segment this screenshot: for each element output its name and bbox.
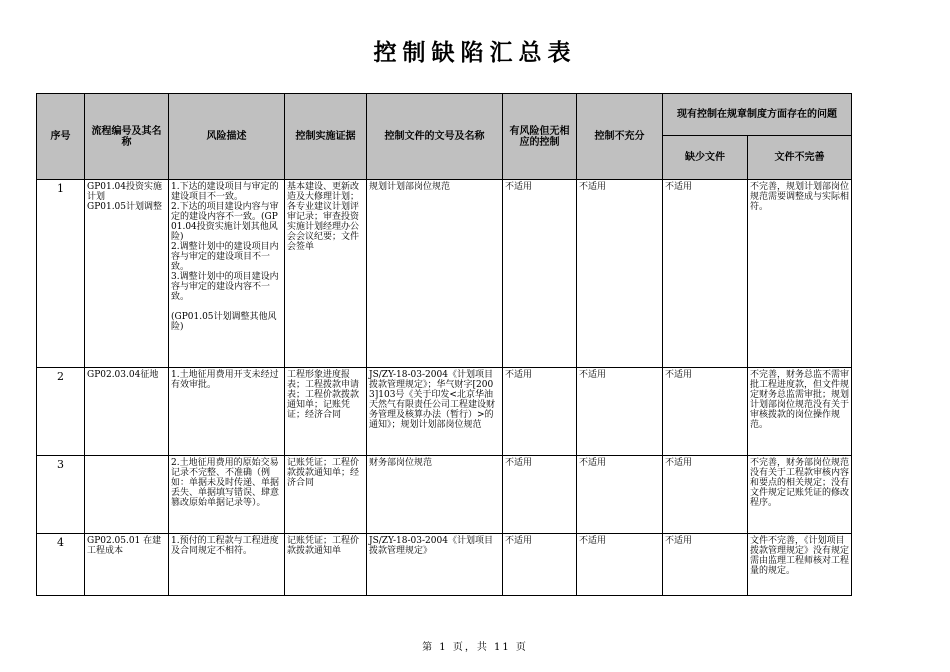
header-evidence: 控制实施证据	[285, 94, 367, 180]
header-row-1	[37, 94, 852, 136]
control-defect-table	[36, 93, 852, 596]
cell-missing-doc: 不适用	[663, 368, 748, 456]
cell-process	[85, 456, 169, 534]
cell-missing-doc: 不适用	[663, 180, 748, 368]
cell-insufficient: 不适用	[577, 368, 663, 456]
cell-insufficient: 不适用	[577, 534, 663, 596]
cell-risk-no-control: 不适用	[503, 456, 577, 534]
cell-incomplete-doc: 不完善，财务总监不需审批工程进度款，但文件规定财务总监需审批；规划计划部岗位规范没有关于审核拨款的岗位操作规范。	[748, 368, 852, 456]
header-docs: 控制文件的文号及名称	[367, 94, 503, 180]
cell-process: GP02.03.04征地	[85, 368, 169, 456]
cell-missing-doc: 不适用	[663, 456, 748, 534]
header-group: 现有控制在规章制度方面存在的问题	[663, 94, 852, 136]
page-footer: 第 1 页，共 11 页	[422, 642, 528, 653]
cell-docs: JS/ZY-18-03-2004《计划项目拨款管理规定》	[367, 534, 503, 596]
cell-insufficient: 不适用	[577, 180, 663, 368]
cell-risk: 1.下达的建设项目与审定的建设项目不一致。 2.下达的项目建设内容与审定的建设内容不一致。(GP01.04投资实施计划其他风险) 2.调整计划中的建设项目内容与审定的建设项目不一致。 3.调整计划中的项目建设内容与审定的建设内容不一致。 (GP01.05计划调整其他风险)	[169, 180, 285, 368]
cell-seq: 4	[37, 534, 85, 596]
cell-seq: 2	[37, 368, 85, 456]
header-missing-doc: 缺少文件	[663, 136, 748, 180]
page-title: 控制缺陷汇总表	[373, 39, 577, 66]
header-risk: 风险描述	[169, 94, 285, 180]
cell-seq: 1	[37, 180, 85, 368]
cell-docs: 规划计划部岗位规范	[367, 180, 503, 368]
cell-risk: 1.土地征用费用开支未经过有效审批。	[169, 368, 285, 456]
cell-incomplete-doc: 不完善，财务部岗位规范没有关于工程款审核内容和要点的相关规定；没有文件规定记账凭证的修改程序。	[748, 456, 852, 534]
cell-evidence: 基本建设、更新改造及大修理计划；各专业建议计划评审记录；审查投资实施计划经理办公会会议纪要；文件会签单	[285, 180, 367, 368]
cell-incomplete-doc: 不完善，规划计划部岗位规范需要调整成与实际相符。	[748, 180, 852, 368]
table-row	[37, 534, 852, 596]
cell-seq: 3	[37, 456, 85, 534]
table-row	[37, 456, 852, 534]
cell-process: GP01.04投资实施计划 GP01.05计划调整	[85, 180, 169, 368]
cell-risk: 2.土地征用费用的原始交易记录不完整、不准确（例如：单据未及时传递、单据丢失、单据填写错误、肆意篡改原始单据记录等）。	[169, 456, 285, 534]
cell-evidence: 记账凭证；工程价款拨款通知单；经济合同	[285, 456, 367, 534]
cell-incomplete-doc: 文件不完善，《计划项目拨款管理规定》没有规定需由监理工程师核对工程量的规定。	[748, 534, 852, 596]
header-insufficient: 控制不充分	[577, 94, 663, 180]
cell-risk-no-control: 不适用	[503, 180, 577, 368]
cell-risk-no-control: 不适用	[503, 534, 577, 596]
cell-insufficient: 不适用	[577, 456, 663, 534]
cell-risk-no-control: 不适用	[503, 368, 577, 456]
cell-evidence: 工程形象进度报表；工程拨款申请表；工程价款拨款通知单；记账凭证；经济合同	[285, 368, 367, 456]
header-process: 流程编号及其名称	[85, 94, 169, 180]
table-row	[37, 180, 852, 368]
cell-docs: 财务部岗位规范	[367, 456, 503, 534]
table-row	[37, 368, 852, 456]
cell-process: GP02.05.01 在建工程成本	[85, 534, 169, 596]
cell-risk: 1.预付的工程款与工程进度及合同规定不相符。	[169, 534, 285, 596]
cell-missing-doc: 不适用	[663, 534, 748, 596]
cell-docs: JS/ZY-18-03-2004《计划项目拨款管理规定》；华气财字[2003]103号《关于印发<北京华油天然气有限责任公司工程建设财务管理及核算办法（暂行）>的通知》；规划计划部岗位规范	[367, 368, 503, 456]
header-incomplete-doc: 文件不完善	[748, 136, 852, 180]
cell-evidence: 记账凭证；工程价款拨款通知单	[285, 534, 367, 596]
header-risk-no-control: 有风险但无相应的控制	[503, 94, 577, 180]
header-seq: 序号	[37, 94, 85, 180]
